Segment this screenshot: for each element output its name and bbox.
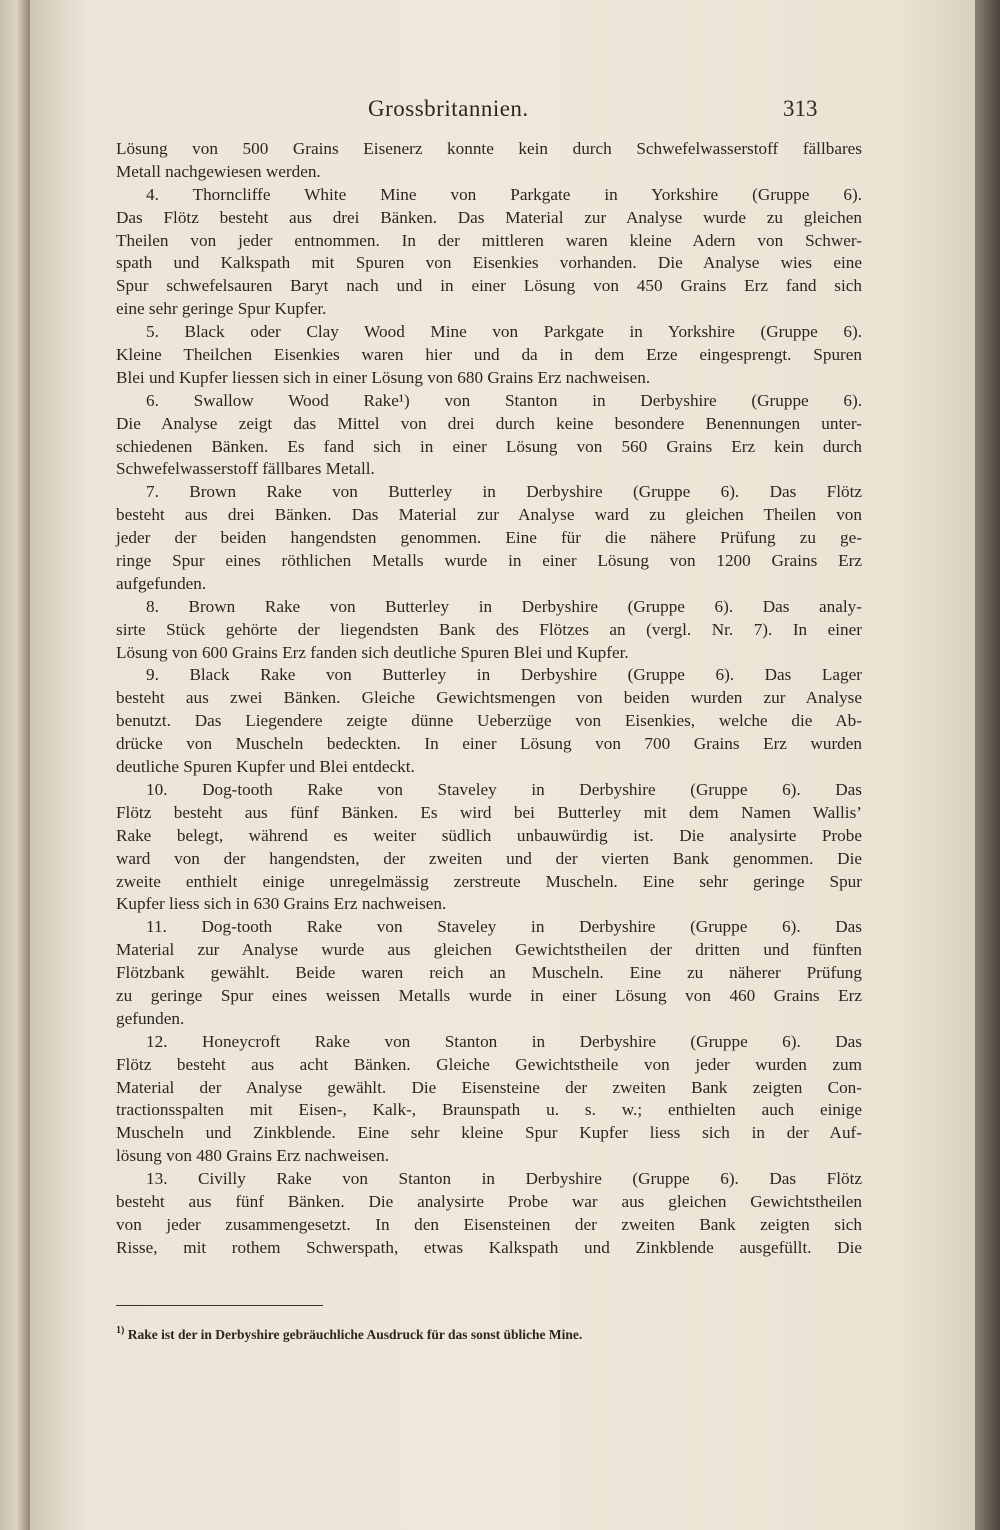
text-line: ward von der hangendsten, der zweiten und der vierten Bank genommen. Die — [116, 848, 862, 868]
text-line: Metall nachgewiesen werden. — [116, 161, 321, 181]
page-header — [30, 96, 975, 132]
text-line: 11. Dog-tooth Rake von Staveley in Derbyshire (Gruppe 6). Das — [146, 917, 862, 937]
text-line: Spur schwefelsauren Baryt nach und in einer Lösung von 450 Grains Erz fand sich — [116, 276, 862, 296]
text-line: 5. Black oder Clay Wood Mine von Parkgate in Yorkshire (Gruppe 6). — [146, 322, 862, 342]
facing-page-edge — [0, 0, 30, 1530]
text-line: tractionsspalten mit Eisen-, Kalk-, Braunspath u. s. w.; enthielten auch einige — [116, 1100, 862, 1120]
text-line: Kleine Theilchen Eisenkies waren hier und da in dem Erze eingesprengt. Spuren — [116, 345, 862, 365]
text-line: Flötzbank gewählt. Beide waren reich an Muscheln. Eine zu näherer Prüfung — [116, 963, 862, 983]
text-line: jeder der beiden hangendsten genommen. Eine für die nähere Prüfung zu ge- — [116, 528, 862, 548]
text-line: drücke von Muscheln bedeckten. In einer Lösung von 700 Grains Erz wurden — [116, 734, 862, 754]
text-line: Die Analyse zeigt das Mittel von drei durch keine besondere Benennungen unter- — [116, 413, 862, 433]
text-line: ringe Spur eines röthlichen Metalls wurde in einer Lösung von 1200 Grains Erz — [116, 551, 862, 571]
text-line: schiedenen Bänken. Es fand sich in einer Lösung von 560 Grains Erz kein durch — [116, 436, 862, 456]
text-line: 9. Black Rake von Butterley in Derbyshire (Gruppe 6). Das Lager — [146, 665, 862, 685]
text-line: Das Flötz besteht aus drei Bänken. Das Material zur Analyse wurde zu gleichen — [116, 207, 862, 227]
text-line: Flötz besteht aus fünf Bänken. Es wird bei Butterley mit dem Namen Wallis’ — [116, 802, 862, 822]
text-line: zu geringe Spur eines weissen Metalls wurde in einer Lösung von 460 Grains Erz — [116, 985, 862, 1005]
text-line: spath und Kalkspath mit Spuren von Eisenkies vorhanden. Die Analyse wies eine — [116, 253, 862, 273]
text-line: deutliche Spuren Kupfer und Blei entdeckt. — [116, 757, 415, 777]
text-line: 10. Dog-tooth Rake von Staveley in Derbyshire (Gruppe 6). Das — [146, 779, 862, 799]
text-line: Risse, mit rothem Schwerspath, etwas Kalkspath und Zinkblende ausgefüllt. Die — [116, 1237, 862, 1257]
text-line: besteht aus zwei Bänken. Gleiche Gewichtsmengen von beiden wurden zur Analyse — [116, 688, 862, 708]
footnote — [116, 1325, 862, 1345]
text-line: 8. Brown Rake von Butterley in Derbyshire (Gruppe 6). Das analy- — [146, 596, 862, 616]
text-line: 6. Swallow Wood Rake¹) von Stanton in Derbyshire (Gruppe 6). — [146, 390, 862, 410]
text-line: Rake belegt, während es weiter südlich unbauwürdig ist. Die analysirte Probe — [116, 825, 862, 845]
text-line: Blei und Kupfer liessen sich in einer Lösung von 680 Grains Erz nachweisen. — [116, 367, 651, 387]
text-line: 13. Civilly Rake von Stanton in Derbyshire (Gruppe 6). Das Flötz — [146, 1169, 862, 1189]
footnote-marker: 1) — [116, 1325, 125, 1336]
text-line: benutzt. Das Liegendere zeigte dünne Ueberzüge von Eisenkies, welche die Ab- — [116, 711, 862, 731]
page-edge-shadow — [975, 0, 1000, 1530]
running-title: Grossbritannien. — [368, 96, 529, 121]
text-line: besteht aus drei Bänken. Das Material zur Analyse ward zu gleichen Theilen von — [116, 505, 862, 525]
text-line: gefunden. — [116, 1008, 185, 1028]
text-line: 12. Honeycroft Rake von Stanton in Derbyshire (Gruppe 6). Das — [146, 1031, 862, 1051]
text-line: Muscheln und Zinkblende. Eine sehr kleine Spur Kupfer liess sich in der Auf- — [116, 1123, 862, 1143]
text-line: eine sehr geringe Spur Kupfer. — [116, 299, 327, 319]
text-line: lösung von 480 Grains Erz nachweisen. — [116, 1146, 390, 1166]
text-line: Theilen von jeder entnommen. In der mittleren waren kleine Adern von Schwer- — [116, 230, 862, 250]
text-line: Lösung von 600 Grains Erz fanden sich deutliche Spuren Blei und Kupfer. — [116, 642, 629, 662]
body-text — [116, 138, 862, 1260]
text-line: sirte Stück gehörte der liegendsten Bank des Flötzes an (vergl. Nr. 7). In einer — [116, 619, 862, 639]
text-line: 7. Brown Rake von Butterley in Derbyshire (Gruppe 6). Das Flötz — [146, 482, 862, 502]
text-line: Lösung von 500 Grains Eisenerz konnte kein durch Schwefelwasserstoff fällbares — [116, 139, 862, 158]
text-line: Material der Analyse gewählt. Die Eisensteine der zweiten Bank zeigten Con- — [116, 1077, 862, 1097]
text-line: besteht aus fünf Bänken. Die analysirte Probe war aus gleichen Gewichtstheilen — [116, 1191, 862, 1211]
text-line: 4. Thorncliffe White Mine von Parkgate in Yorkshire (Gruppe 6). — [146, 184, 862, 204]
text-line: aufgefunden. — [116, 573, 207, 593]
text-line: Material zur Analyse wurde aus gleichen Gewichtstheilen der dritten und fünften — [116, 940, 862, 960]
footnote-text: Rake ist der in Derbyshire gebräuchliche Ausdruck für das sonst übliche Mine. — [127, 1327, 583, 1342]
footnote-rule — [116, 1305, 323, 1306]
text-line: Schwefelwasserstoff fällbares Metall. — [116, 459, 375, 479]
text-line: Flötz besteht aus acht Bänken. Gleiche Gewichtstheile von jeder wurden zum — [116, 1054, 862, 1074]
page-number: 313 — [783, 96, 818, 121]
text-line: Kupfer liess sich in 630 Grains Erz nachweisen. — [116, 894, 447, 914]
text-line: zweite enthielt einige unregelmässig zerstreute Muscheln. Eine sehr geringe Spur — [116, 871, 862, 891]
text-line: von jeder zusammengesetzt. In den Eisensteinen der zweiten Bank zeigten sich — [116, 1214, 862, 1234]
book-page — [30, 0, 975, 1530]
